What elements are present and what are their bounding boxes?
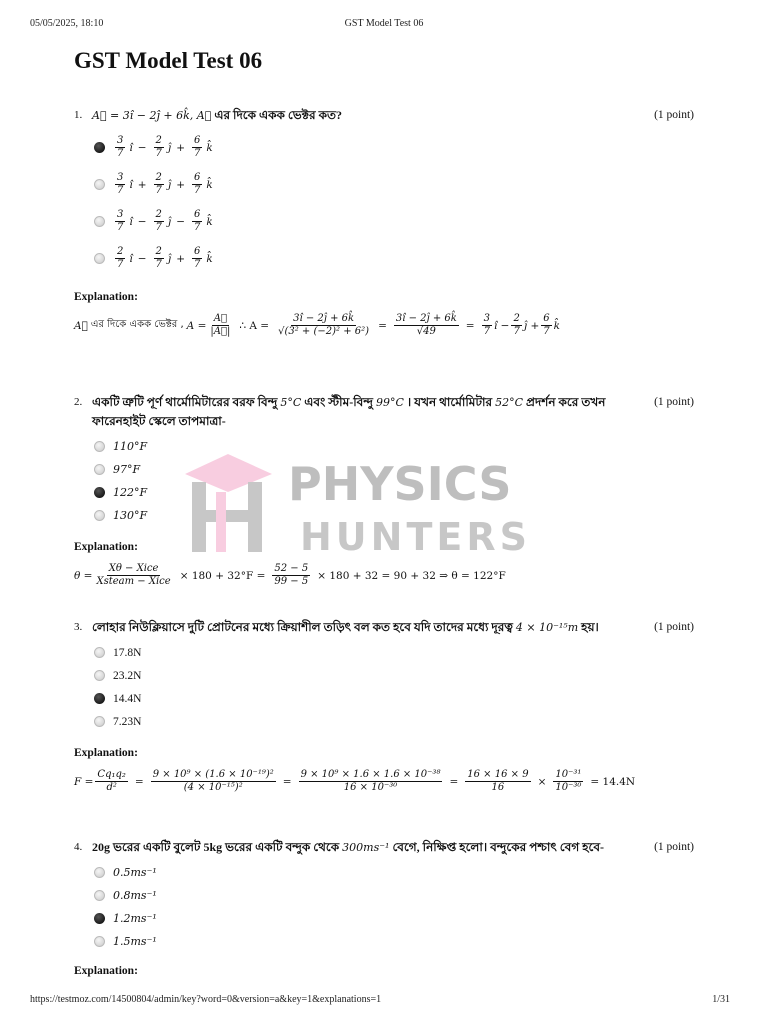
option-3[interactable]: 14.4N [94, 687, 694, 710]
print-datetime: 05/05/2025, 18:10 [30, 18, 104, 29]
watermark-line1: PHYSICS [288, 457, 512, 511]
option-3[interactable]: $\frac{3}{7}$ î − $\frac{2}{7}$ ĵ − $\frac{6}{7}$ k̂ [94, 203, 694, 240]
question-4 [74, 838, 694, 977]
explanation-label: Explanation: [74, 291, 138, 303]
option-2[interactable]: 23.2N [94, 664, 694, 687]
question-number: 3. [74, 621, 83, 633]
page-title: GST Model Test 06 [74, 48, 263, 73]
page-url[interactable]: https://testmoz.com/14500804/admin/key?word=0&version=a&key=1&explanations=1 [30, 994, 382, 1005]
question-3 [74, 618, 694, 794]
question-4-text: 4. 20g ভরের একটি বুলেট 5kg ভরের একটি বন্দুক থেকে 300ms⁻¹ বেগে, নিক্ষিপ্ত হলো। বন্দুকের পশ্চাৎ বেগ হবে- (1 point) [74, 838, 694, 857]
question-number: 4. [74, 841, 83, 853]
option-2[interactable]: 0.8ms⁻¹ [94, 884, 694, 907]
page-number: 1/31 [712, 994, 730, 1005]
question-1-text [74, 106, 694, 125]
option-3[interactable]: 122°F [94, 481, 694, 504]
option-3[interactable]: 1.2ms⁻¹ [94, 907, 694, 930]
question-2-text: 2. একটি ত্রুটি পূর্ণ থার্মোমিটারের বরফ বিন্দু 5°C এবং স্টীম-বিন্দু 99°C । যখন থার্মোমিটার 52°C প্রদর্শন করে তখন ফারেনহাইট স্কেলে তাপমাত্রা- (1 point) [74, 395, 694, 428]
radio-unselected[interactable] [94, 510, 105, 521]
radio-unselected[interactable] [94, 464, 105, 475]
explanation-label: Explanation: [74, 541, 138, 553]
explanation-equation: F = $\frac{\text{Cq₁q₂}}{\text{d²}}$ = $\frac{\text{9 × 10⁹ × (1.6 × 10⁻¹⁹)²}}{\text{(4 × 10⁻¹⁵)²}}$ = $\frac{\text{9 × 10⁹ × 1.6 × 1.6 × 10⁻³⁸}}{\text{16 × 10⁻³⁰}}$ = $\frac{16 \times 16 \times 9}{16}$ × $\frac{\text{10⁻³¹}}{\text{10⁻³⁰}}$ = 14.4N [74, 769, 636, 793]
radio-unselected[interactable] [94, 890, 105, 901]
vector-definition: A⃗ = 3î − 2ĵ + 6k̂, A⃗ [92, 109, 212, 122]
option-4[interactable]: $\frac{2}{7}$ î − $\frac{2}{7}$ ĵ + $\frac{6}{7}$ k̂ [94, 240, 694, 277]
explanation-equation: θ = $\frac{\text{Xθ − Xice}}{\text{Xsteam − Xice}}$ × 180 + 32°F = $\frac{52 - 5}{99 - 5}$ × 180 + 32 = 90 + 32 ⇒ θ = 122°F [74, 563, 506, 587]
radio-unselected[interactable] [94, 216, 105, 227]
option-1[interactable]: 110°F [94, 435, 694, 458]
radio-selected[interactable] [94, 487, 105, 498]
radio-unselected[interactable] [94, 936, 105, 947]
radio-unselected[interactable] [94, 179, 105, 190]
answer-options [74, 641, 694, 733]
radio-unselected[interactable] [94, 647, 105, 658]
page-footer [30, 994, 738, 1005]
explanation-label: Explanation: [74, 747, 138, 759]
option-1[interactable]: 17.8N [94, 641, 694, 664]
answer-options [74, 861, 694, 953]
print-title: GST Model Test 06 [344, 18, 424, 29]
radio-selected[interactable] [94, 913, 105, 924]
option-1[interactable]: $\frac{3}{7}$ î − $\frac{2}{7}$ ĵ + $\frac{6}{7}$ k̂ [94, 129, 694, 166]
explanation-label: Explanation: [74, 965, 138, 977]
point-value: (1 point) [654, 841, 694, 853]
point-value: (1 point) [654, 109, 694, 121]
option-4[interactable]: 130°F [94, 504, 694, 527]
option-4[interactable]: 7.23N [94, 710, 694, 733]
question-3-text: 3. লোহার নিউক্লিয়াসে দুটি প্রোটনের মধ্যে ক্রিয়াশীল তড়িৎ বল কত হবে যদি তাদের মধ্যে দূরত্ব 4 × 10⁻¹⁵m হয়। (1 point) [74, 618, 694, 637]
point-value: (1 point) [654, 621, 694, 633]
answer-options [74, 129, 694, 277]
question-text: এর দিকে একক ভেক্টর কত? [214, 108, 342, 122]
question-1 [74, 106, 694, 338]
radio-selected[interactable] [94, 142, 105, 153]
explanation-equation: A⃗ এর দিকে একক ভেক্টর , A = $\frac{A⃗}{|A⃗|}$ ∴ A = $\frac{3î - 2ĵ + 6k̂}{\text{√(3² + (−2)² + 6²)}}$ = $\frac{3î - 2ĵ + 6k̂}{√49}$ = $\frac{3}{7}$ î − $\frac{2}{7}$ ĵ + $\frac{6}{7}$ k̂ [74, 313, 561, 337]
radio-unselected[interactable] [94, 670, 105, 681]
answer-options [74, 435, 694, 527]
question-2 [74, 393, 694, 588]
option-2[interactable]: 97°F [94, 458, 694, 481]
question-number: 1. [74, 109, 83, 121]
option-1[interactable]: 0.5ms⁻¹ [94, 861, 694, 884]
radio-unselected[interactable] [94, 253, 105, 264]
radio-unselected[interactable] [94, 716, 105, 727]
option-4[interactable]: 1.5ms⁻¹ [94, 930, 694, 953]
radio-unselected[interactable] [94, 867, 105, 878]
radio-unselected[interactable] [94, 441, 105, 452]
option-2[interactable]: $\frac{3}{7}$ î + $\frac{2}{7}$ ĵ + $\frac{6}{7}$ k̂ [94, 166, 694, 203]
watermark-line2: HUNTERS [300, 515, 531, 559]
point-value: (1 point) [654, 396, 694, 408]
radio-selected[interactable] [94, 693, 105, 704]
question-number: 2. [74, 396, 83, 408]
